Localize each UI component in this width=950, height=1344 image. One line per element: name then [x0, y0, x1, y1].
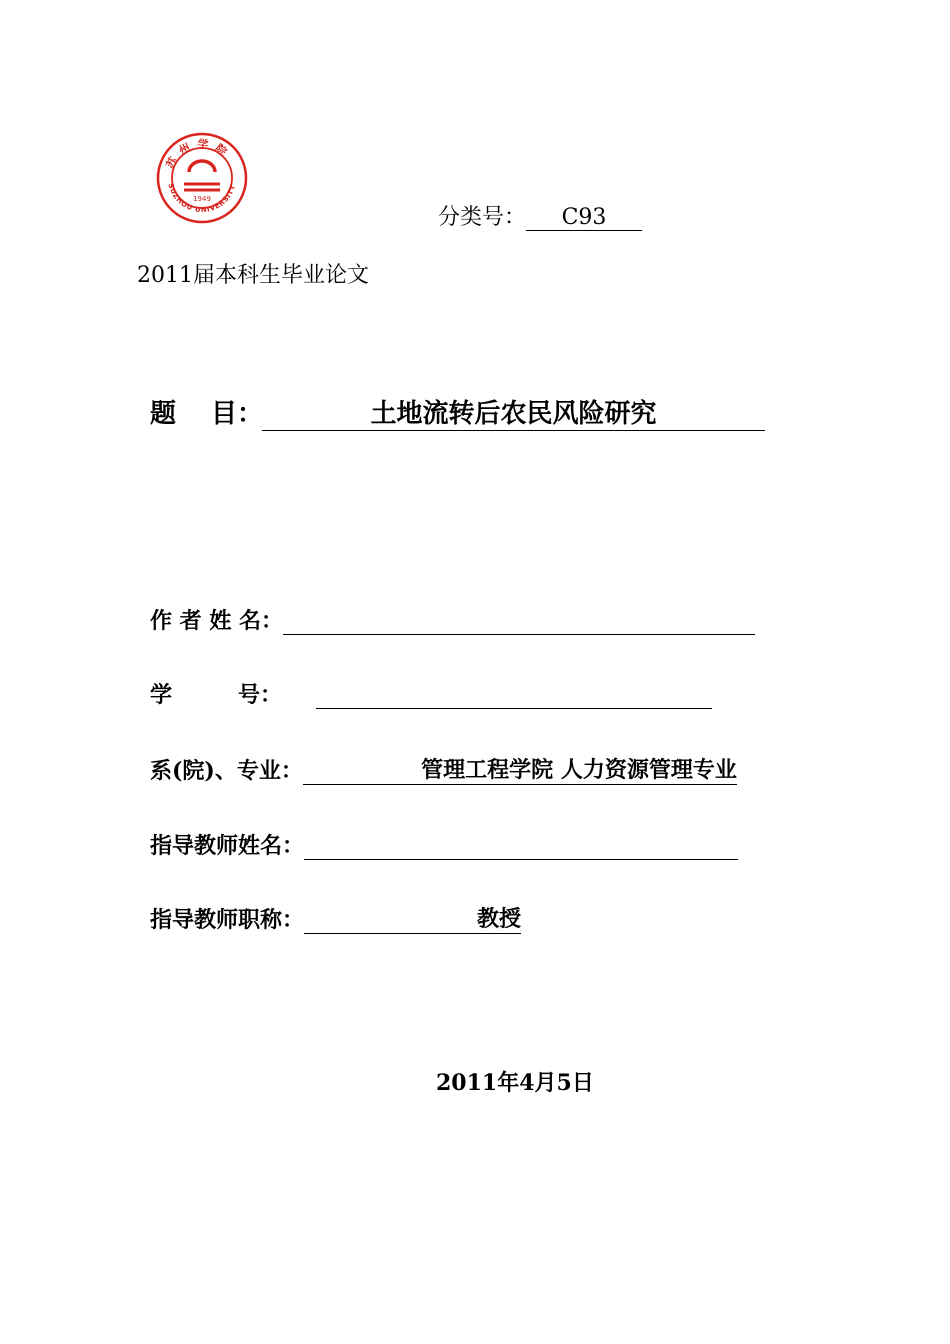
advisor-name-row	[150, 829, 738, 860]
seal-icon	[156, 132, 248, 224]
author-name-label: 作 者 姓 名：	[150, 608, 283, 634]
department-major-field[interactable]: 管理工程学院 人力资源管理专业	[303, 756, 737, 785]
department-major-row	[150, 754, 737, 785]
seal-top-text: 苏州学院	[163, 137, 234, 172]
advisor-name-field[interactable]	[304, 859, 738, 860]
department-major-label: 系(院)、专业：	[150, 758, 303, 784]
advisor-name-label: 指导教师姓名：	[150, 833, 305, 859]
classification-number	[438, 200, 642, 231]
seal-bottom-text: SUZHOU UNIVERSITY	[166, 182, 238, 215]
seal-year: 1949	[193, 195, 211, 203]
thesis-title-row	[150, 393, 765, 431]
svg-text:苏州学院	[163, 136, 235, 171]
student-id-row	[150, 678, 712, 709]
student-id-field[interactable]	[316, 708, 712, 709]
advisor-title-row	[150, 903, 521, 934]
thesis-date: 2011年4月5日	[436, 1070, 594, 1096]
title-value: 土地流转后农民风险研究	[262, 398, 765, 431]
classification-value: C93	[526, 206, 642, 231]
advisor-title-field[interactable]: 教授	[304, 905, 521, 934]
university-seal-logo	[156, 132, 248, 224]
student-id-label: 学 号：	[150, 682, 283, 708]
author-name-field[interactable]	[283, 634, 755, 635]
classification-label: 分类号：	[438, 205, 527, 230]
author-name-row	[150, 604, 755, 635]
thesis-subtitle: 2011届本科生毕业论文	[137, 263, 369, 288]
advisor-title-label: 指导教师职称：	[150, 907, 305, 933]
title-label: 题 目：	[150, 399, 264, 429]
